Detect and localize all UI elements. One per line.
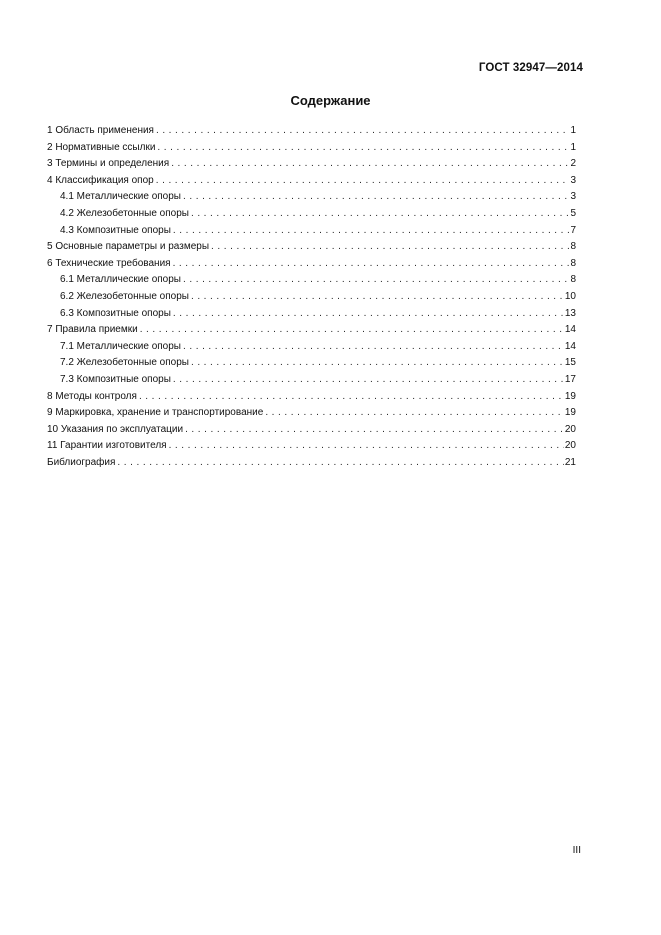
toc-entry-page: 8	[570, 274, 576, 286]
toc-entry-page: 20	[564, 440, 576, 452]
toc-dot-leader	[211, 239, 569, 256]
toc-dot-leader	[191, 289, 564, 306]
toc-entry-page: 7	[570, 224, 576, 236]
toc-entry[interactable]	[47, 422, 576, 439]
toc-entry-label: 4.3 Композитные опоры	[60, 224, 171, 236]
toc-entry-label: 6.2 Железобетонные опоры	[60, 290, 189, 302]
toc-dot-leader	[140, 322, 564, 339]
toc-dot-leader	[265, 405, 564, 422]
toc-entry[interactable]	[47, 206, 576, 223]
toc-entry-page: 13	[564, 307, 576, 319]
toc-entry-label: 11 Гарантии изготовителя	[47, 440, 167, 452]
toc-dot-leader	[185, 422, 564, 439]
toc-entry[interactable]	[47, 339, 576, 356]
toc-entry[interactable]	[47, 438, 576, 455]
document-code: ГОСТ 32947—2014	[478, 62, 583, 74]
toc-entry-page: 14	[564, 340, 576, 352]
toc-entry-label: 2 Нормативные ссылки	[47, 141, 156, 153]
toc-entry-label: 6 Технические требования	[47, 257, 171, 269]
toc-entry-label: 4 Классификация опор	[47, 174, 154, 186]
toc-dot-leader	[139, 389, 564, 406]
toc-dot-leader	[183, 189, 569, 206]
toc-entry[interactable]	[47, 223, 576, 240]
toc-entry[interactable]	[47, 405, 576, 422]
toc-dot-leader	[173, 306, 564, 323]
toc-entry[interactable]	[47, 322, 576, 339]
toc-entry-label: 10 Указания по эксплуатации	[47, 423, 184, 435]
toc-entry[interactable]	[47, 272, 576, 289]
toc-entry-label: 3 Термины и определения	[47, 158, 170, 170]
toc-entry-label: 7.1 Металлические опоры	[60, 340, 181, 352]
toc-entry[interactable]	[47, 123, 576, 140]
toc-dot-leader	[156, 123, 569, 140]
toc-dot-leader	[183, 272, 569, 289]
toc-dot-leader	[171, 156, 569, 173]
toc-entry-page: 10	[564, 290, 576, 302]
toc-dot-leader	[191, 355, 564, 372]
toc-dot-leader	[169, 438, 564, 455]
toc-entry[interactable]	[47, 189, 576, 206]
toc-entry[interactable]	[47, 173, 576, 190]
toc-entry[interactable]	[47, 140, 576, 157]
toc-entry-label: 5 Основные параметры и размеры	[47, 241, 210, 253]
toc-entry-page: 21	[564, 456, 576, 468]
toc-dot-leader	[173, 223, 570, 240]
toc-dot-leader	[173, 372, 564, 389]
toc-entry-label: 1 Область применения	[47, 125, 154, 136]
toc-entry-page: 1	[570, 125, 576, 136]
toc-dot-leader	[156, 173, 570, 190]
toc-entry-label: 7.3 Композитные опоры	[60, 373, 171, 385]
toc-entry-label: 7.2 Железобетонные опоры	[60, 357, 189, 369]
toc-dot-leader	[191, 206, 569, 223]
toc-entry-page: 20	[564, 423, 576, 435]
toc-dot-leader	[183, 339, 564, 356]
toc-entry[interactable]	[47, 455, 576, 472]
toc-entry-label: 7 Правила приемки	[47, 324, 138, 336]
toc-entry-label: 4.2 Железобетонные опоры	[60, 207, 189, 219]
toc-entry-label: 6.1 Металлические опоры	[60, 274, 181, 286]
toc-entry[interactable]	[47, 355, 576, 372]
toc-entry-label: 8 Методы контроля	[47, 390, 137, 402]
toc-entry-page: 8	[570, 241, 576, 253]
toc-entry-label: Библиография	[47, 456, 116, 468]
toc-entry-page: 14	[564, 324, 576, 336]
toc-entry-page: 3	[570, 191, 576, 203]
toc-entry[interactable]	[47, 239, 576, 256]
toc-entry-page: 2	[570, 158, 576, 170]
toc-entry[interactable]	[47, 256, 576, 273]
toc-title: Содержание	[290, 93, 371, 108]
toc-dot-leader	[157, 140, 569, 157]
table-of-contents	[47, 123, 576, 471]
toc-entry-page: 19	[564, 407, 576, 419]
toc-entry-label: 9 Маркировка, хранение и транспортирование	[47, 407, 264, 419]
toc-entry-page: 8	[570, 257, 576, 269]
toc-entry-page: 15	[564, 357, 576, 369]
toc-entry[interactable]	[47, 372, 576, 389]
toc-entry[interactable]	[47, 156, 576, 173]
toc-dot-leader	[173, 256, 570, 273]
toc-entry-page: 19	[564, 390, 576, 402]
toc-entry[interactable]	[47, 289, 576, 306]
toc-dot-leader	[117, 455, 563, 472]
toc-entry-page: 17	[564, 373, 576, 385]
toc-entry-label: 4.1 Металлические опоры	[60, 191, 181, 203]
toc-entry-page: 5	[570, 207, 576, 219]
toc-entry[interactable]	[47, 306, 576, 323]
toc-entry-page: 1	[570, 141, 576, 153]
page-number: III	[572, 845, 581, 856]
toc-entry[interactable]	[47, 389, 576, 406]
toc-entry-page: 3	[570, 174, 576, 186]
toc-entry-label: 6.3 Композитные опоры	[60, 307, 171, 319]
